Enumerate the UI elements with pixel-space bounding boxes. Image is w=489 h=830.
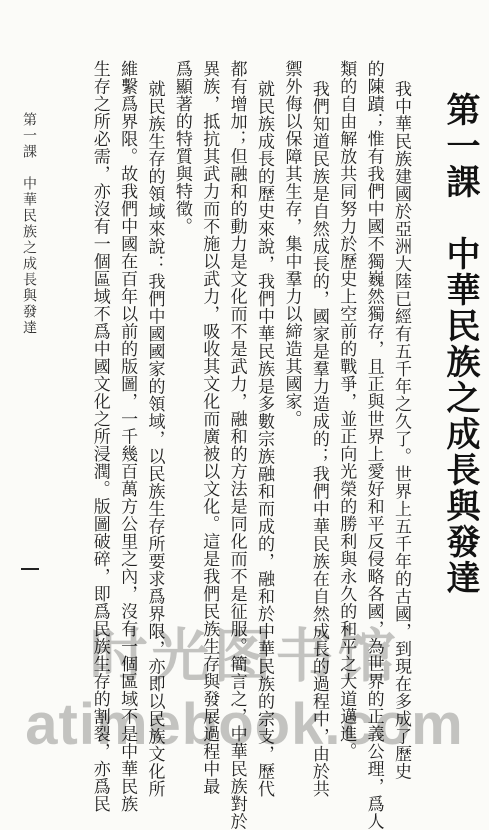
watermark-url: atimebook.com <box>25 692 464 757</box>
footer-chapter-label: 第一課 中華民族之成長與發達 <box>21 112 37 336</box>
text-column-10: 就民族生存的領域來說：我們中國國家的領域，以民族生存所要求爲界限，亦即以民族文化所 <box>144 80 165 798</box>
watermark-title: 时光图书馆 <box>89 624 400 689</box>
text-column-8: 異族，抵抗其武力而不施以武力，吸收其文化而廣被以文化。這是我們民族生存與發展過程中最 <box>199 60 220 795</box>
text-column-7: 都有增加；但融和的動力是文化而不是武力，融和的方法是同化而不是征服。簡言之，中華民族對於 <box>226 60 247 830</box>
text-column-6: 就民族成長的歷史來說，我們中華民族是多數宗族融和而成的，融和於中華民族的宗支，歷代 <box>254 80 275 798</box>
text-column-2: 的陳蹟；惟有我們中國不獨巍然獨存，且正與世界上愛好和平反侵略各國，為世界的正義公理，爲人 <box>363 60 384 830</box>
text-column-12: 生存之所必需，亦沒有一個區域不爲中國文化之所浸潤。版圖破碎，即爲民族生存的割裂，亦爲民 <box>89 60 110 813</box>
chapter-title: 第一課 中華民族之成長與發達 <box>440 92 480 596</box>
text-column-5: 禦外侮以保障其生存，集中羣力以締造其國家。 <box>281 60 302 428</box>
text-column-11: 維繫爲界限。故我們中國在百年以前的版圖，一千幾百萬方公里之內，沒有一個區域不是中華民族 <box>117 60 138 813</box>
text-column-4: 我們知道民族是自然成長的，國家是羣力造成的；我們中華民族在自然成長的過程中，由於共 <box>308 80 329 798</box>
page-number-mark <box>21 568 39 570</box>
text-column-3: 類的自由解放共同努力於歷史上空前的戰爭，並正向光榮的勝利與永久的和平之大道邁進。 <box>336 60 357 760</box>
text-column-1: 我中華民族建國於亞洲大陸已經有五千年之久了。世界上五千年的古國，到現在多成了歷史 <box>391 80 411 780</box>
text-column-9: 爲顯著的特質與特徵。 <box>171 60 192 235</box>
